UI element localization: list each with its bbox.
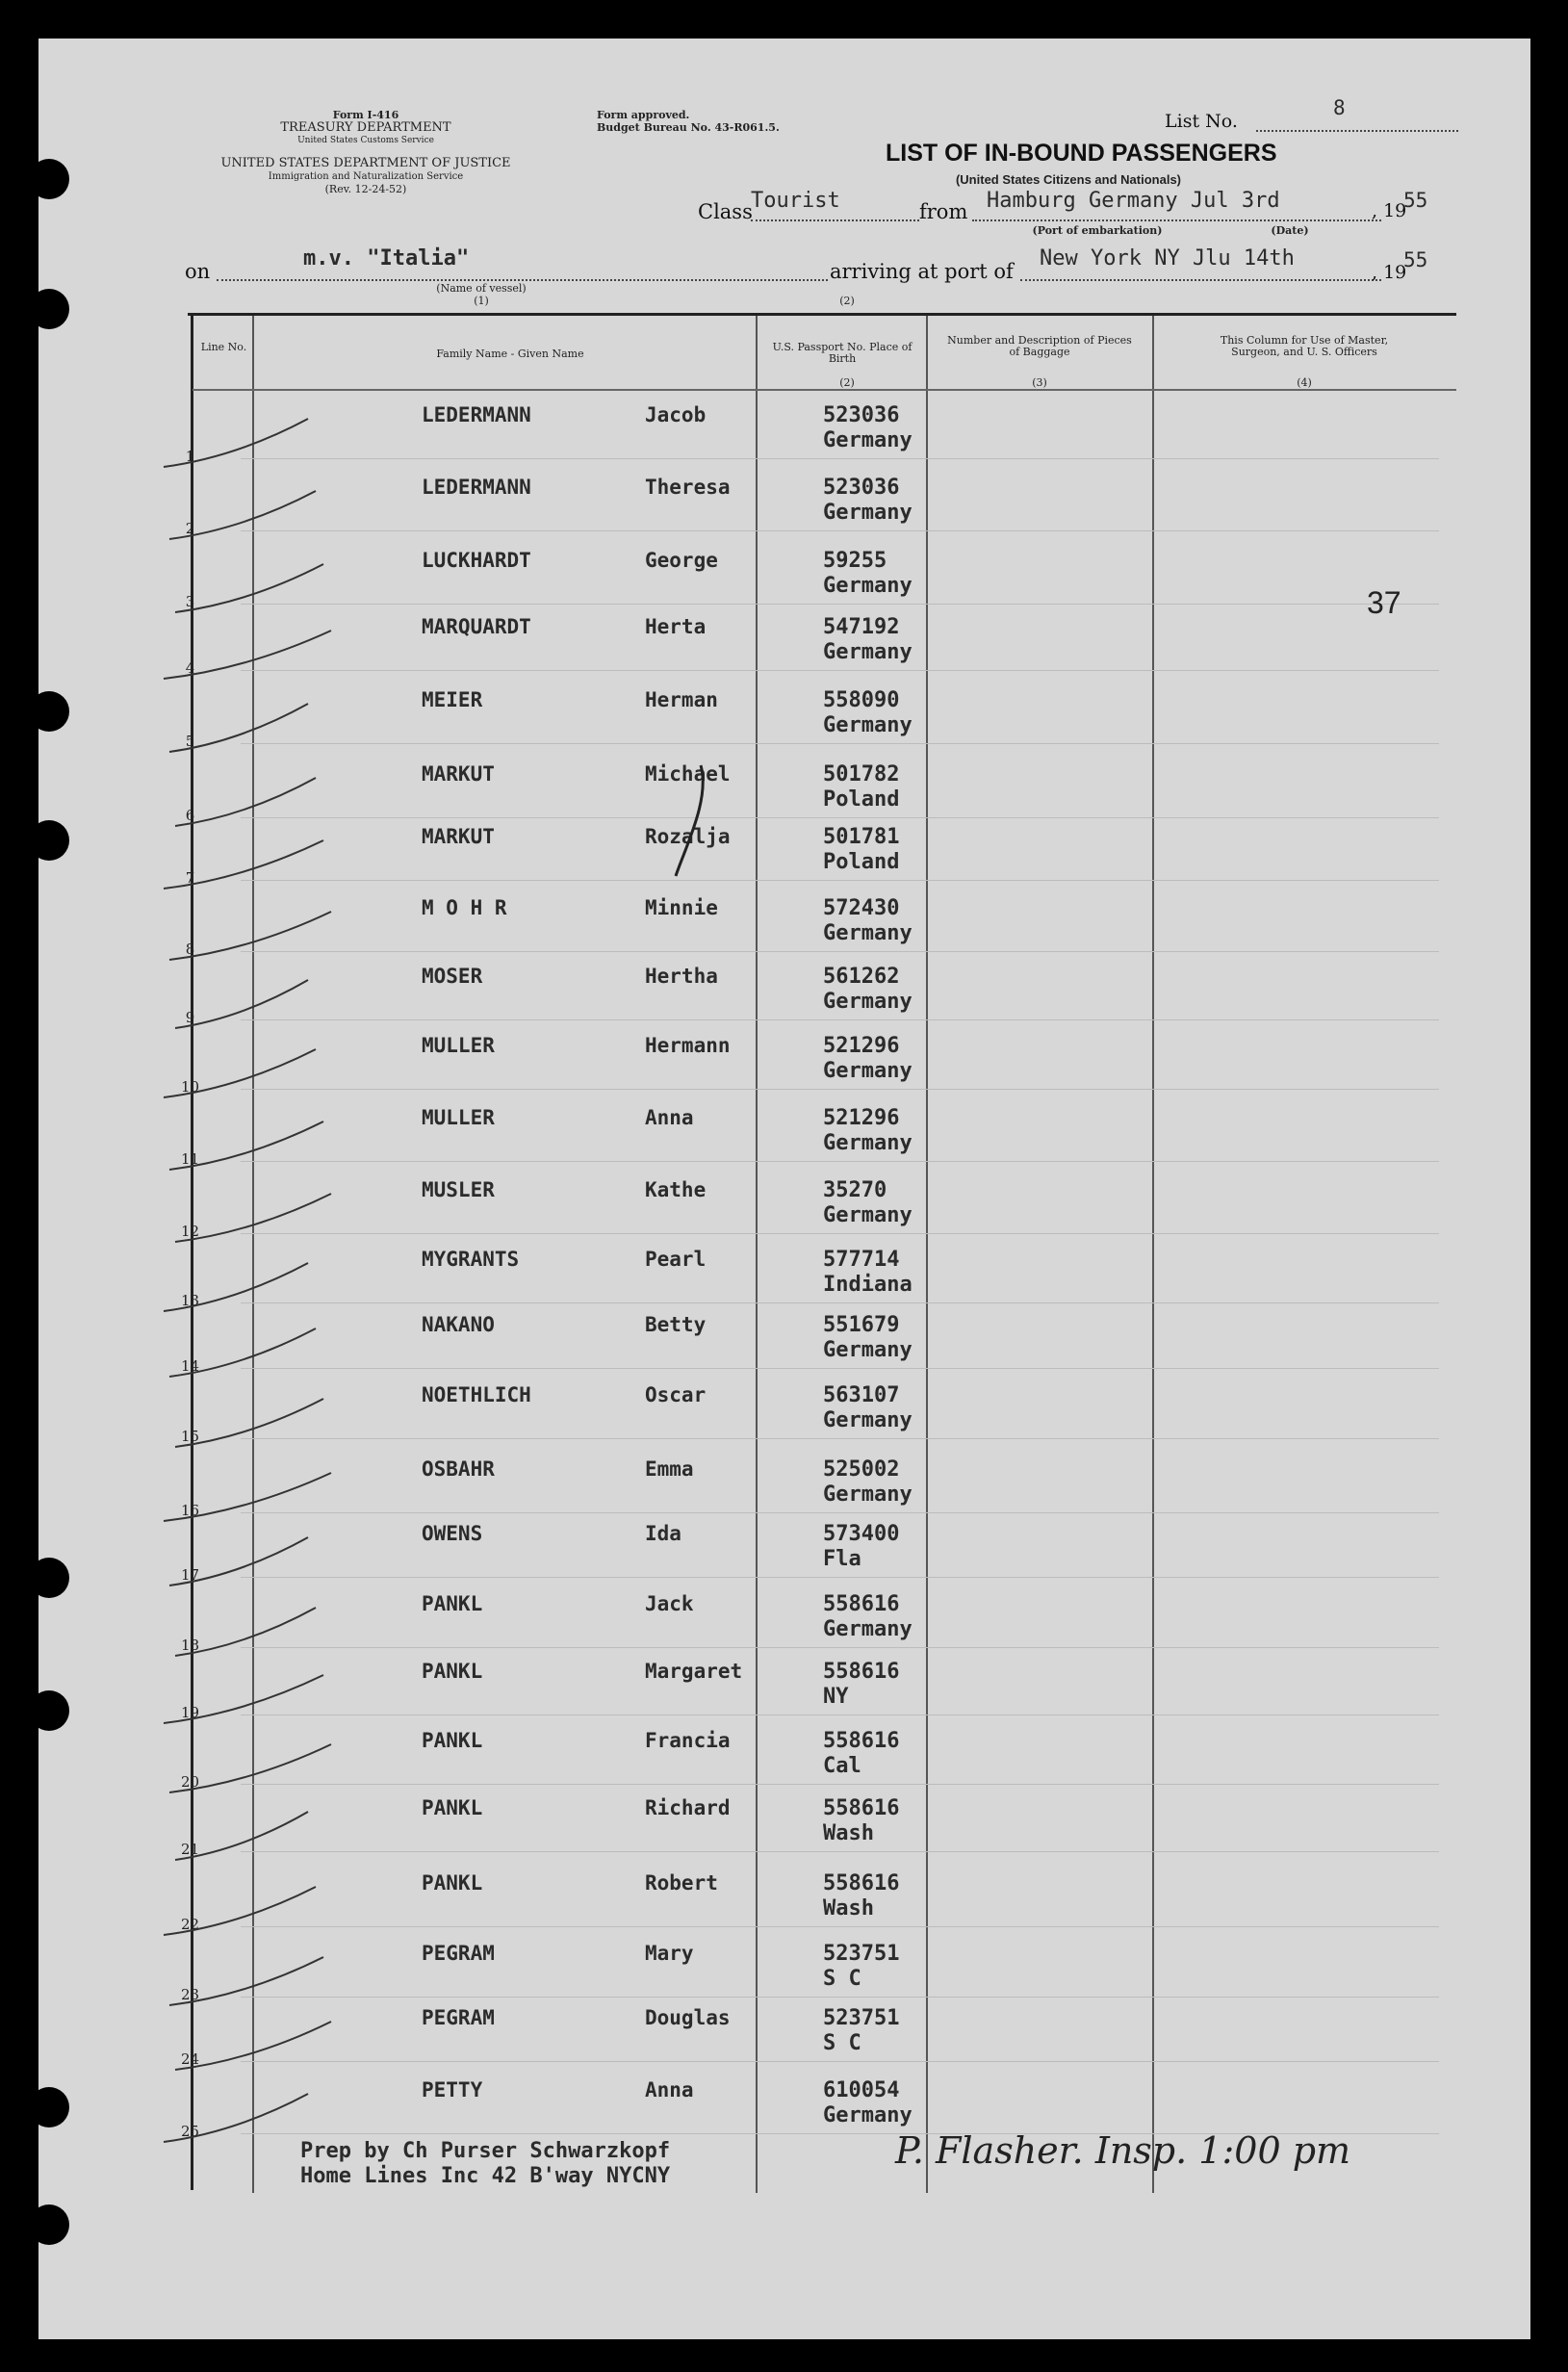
- given-name: Jacob: [645, 403, 707, 426]
- given-name: Pearl: [645, 1248, 707, 1271]
- given-name: Robert: [645, 1871, 718, 1895]
- passport-number: 523036: [823, 476, 900, 500]
- given-name: Emma: [645, 1457, 694, 1481]
- row-divider: [241, 2061, 1439, 2062]
- arriving-label: arriving at port of: [830, 260, 1014, 283]
- passport-number: 521296: [823, 1034, 900, 1058]
- table-row: [154, 675, 1439, 750]
- place-of-birth: Germany: [823, 574, 913, 598]
- family-name: M O H R: [422, 896, 507, 919]
- family-name: MYGRANTS: [422, 1248, 520, 1271]
- given-name: Richard: [645, 1796, 731, 1819]
- table-row: [154, 1234, 1439, 1309]
- line-number: 24: [180, 2050, 200, 2068]
- place-of-birth: Germany: [823, 501, 913, 525]
- family-name: MULLER: [422, 1034, 495, 1057]
- line-number: 5: [185, 733, 195, 750]
- place-of-birth: Wash: [823, 1821, 874, 1845]
- given-name: Oscar: [645, 1383, 707, 1406]
- family-name: OSBAHR: [422, 1457, 495, 1481]
- passport-number: 558616: [823, 1592, 900, 1616]
- given-name: Jack: [645, 1592, 694, 1615]
- family-name: MEIER: [422, 688, 483, 711]
- arrival-year: 55: [1403, 248, 1428, 271]
- punch-hole: [29, 820, 69, 861]
- revision: (Rev. 12-24-52): [324, 183, 407, 195]
- place-of-birth: NY: [823, 1685, 849, 1709]
- place-of-birth: Germany: [823, 640, 913, 664]
- given-name: Francia: [645, 1729, 731, 1752]
- family-name: LUCKHARDT: [422, 549, 531, 572]
- table-row: [154, 1579, 1439, 1654]
- family-name: MARQUARDT: [422, 615, 531, 638]
- given-name: Mary: [645, 1942, 694, 1965]
- given-name: Michael: [645, 762, 731, 786]
- place-of-birth: Poland: [823, 787, 900, 812]
- line-number: 8: [185, 941, 195, 958]
- family-name: OWENS: [422, 1522, 483, 1545]
- passport-number: 577714: [823, 1248, 900, 1272]
- line-number: 12: [180, 1223, 200, 1240]
- line-number: 3: [185, 593, 195, 610]
- table-row: [154, 1715, 1439, 1791]
- punch-hole: [29, 2204, 69, 2245]
- table-row: [154, 602, 1439, 677]
- passport-number: 558616: [823, 1660, 900, 1684]
- header-col2: (2): [839, 376, 855, 389]
- passport-number: 547192: [823, 615, 900, 639]
- class-value: Tourist: [751, 189, 840, 213]
- row-divider: [241, 880, 1439, 881]
- place-of-birth: Indiana: [823, 1273, 913, 1297]
- place-of-birth: S C: [823, 1967, 861, 1991]
- table-row: [154, 1165, 1439, 1240]
- given-name: Anna: [645, 2078, 694, 2101]
- given-name: George: [645, 549, 718, 572]
- from-year: 55: [1403, 189, 1428, 212]
- place-of-birth: Cal: [823, 1754, 861, 1778]
- place-of-birth: Germany: [823, 428, 913, 452]
- header-baggage: Number and Description of Pieces of Baggage: [947, 334, 1132, 358]
- family-name: MARKUT: [422, 762, 495, 786]
- line-number: 18: [180, 1637, 200, 1654]
- family-name: PEGRAM: [422, 1942, 495, 1965]
- line-number: 15: [180, 1428, 200, 1445]
- passport-number: 523751: [823, 2006, 900, 2030]
- line-number: 21: [180, 1841, 200, 1858]
- line-number: 2: [185, 520, 195, 537]
- place-of-birth: Germany: [823, 1482, 913, 1507]
- line-number: 11: [180, 1150, 200, 1168]
- customs-service: United States Customs Service: [297, 136, 434, 145]
- list-no-value: 8: [1333, 96, 1346, 119]
- table-row: [154, 1928, 1439, 2003]
- table-row: [154, 812, 1439, 887]
- place-of-birth: Germany: [823, 1059, 913, 1083]
- line-number: 23: [180, 1986, 200, 2003]
- from-line: [972, 219, 1381, 221]
- family-name: NOETHLICH: [422, 1383, 531, 1406]
- passport-number: 35270: [823, 1178, 887, 1202]
- header-name: Family Name - Given Name: [436, 348, 584, 360]
- treasury-dept: TREASURY DEPARTMENT: [280, 120, 451, 135]
- table-row: [154, 535, 1439, 610]
- family-name: PANKL: [422, 1592, 483, 1615]
- given-name: Herta: [645, 615, 707, 638]
- port-embark-caption: (Port of embarkation): [1032, 224, 1163, 237]
- line-number: 20: [180, 1773, 200, 1791]
- passport-number: 501782: [823, 762, 900, 786]
- prep-by: Prep by Ch Purser Schwarzkopf: [300, 2139, 671, 2163]
- given-name: Herman: [645, 688, 718, 711]
- line-number: 10: [180, 1078, 200, 1096]
- row-divider: [241, 743, 1439, 744]
- line-number: 6: [185, 807, 195, 824]
- given-name: Theresa: [645, 476, 731, 499]
- line-number: 25: [180, 2123, 200, 2140]
- table-row: [154, 1370, 1439, 1445]
- table-row: [154, 2065, 1439, 2140]
- given-name: Betty: [645, 1313, 707, 1336]
- punch-hole: [29, 2087, 69, 2127]
- col2-caption: (2): [839, 295, 855, 307]
- passport-number: 561262: [823, 965, 900, 989]
- table-row: [154, 883, 1439, 958]
- row-divider: [241, 530, 1439, 531]
- row-divider: [241, 458, 1439, 459]
- class-line: [751, 219, 919, 221]
- passport-number: 551679: [823, 1313, 900, 1337]
- family-name: MARKUT: [422, 825, 495, 848]
- header-line-no: Line No.: [200, 341, 247, 353]
- family-name: LEDERMANN: [422, 476, 531, 499]
- family-name: PANKL: [422, 1660, 483, 1683]
- header-officers: This Column for Use of Master, Surgeon, and U. S. Officers: [1220, 334, 1389, 358]
- family-name: PANKL: [422, 1871, 483, 1895]
- passport-number: 558616: [823, 1729, 900, 1753]
- officer-note: 37: [1367, 585, 1401, 620]
- header-col3: (3): [1032, 376, 1047, 389]
- passport-number: 572430: [823, 896, 900, 920]
- line-number: 4: [185, 659, 195, 677]
- arrival-year-prefix: , 19: [1372, 262, 1407, 283]
- line-number: 9: [185, 1009, 195, 1026]
- place-of-birth: Germany: [823, 713, 913, 737]
- immigration-service: Immigration and Naturalization Service: [268, 171, 464, 182]
- vessel-value: m.v. "Italia": [303, 246, 470, 271]
- table-row: [154, 1858, 1439, 1933]
- form-number: Form I-416: [332, 109, 399, 121]
- place-of-birth: Germany: [823, 921, 913, 945]
- given-name: Margaret: [645, 1660, 743, 1683]
- line-number: 16: [180, 1502, 200, 1519]
- given-name: Douglas: [645, 2006, 731, 2029]
- passport-number: 59255: [823, 549, 887, 573]
- line-number: 1: [185, 448, 195, 465]
- table-row: [154, 390, 1439, 465]
- place-of-birth: Germany: [823, 1338, 913, 1362]
- row-divider: [241, 1368, 1439, 1369]
- table-row: [154, 1444, 1439, 1519]
- line-number: 14: [180, 1357, 200, 1375]
- row-divider: [241, 1438, 1439, 1439]
- page-subtitle: (United States Citizens and Nationals): [955, 172, 1182, 187]
- page-title: LIST OF IN-BOUND PASSENGERS: [886, 140, 1277, 167]
- passport-number: 521296: [823, 1106, 900, 1130]
- family-name: MUSLER: [422, 1178, 495, 1201]
- arrival-line: [1020, 279, 1381, 281]
- header-col4: (4): [1297, 376, 1312, 389]
- place-of-birth: Poland: [823, 850, 900, 874]
- given-name: Kathe: [645, 1178, 707, 1201]
- row-divider: [241, 1926, 1439, 1927]
- row-divider: [241, 1161, 1439, 1162]
- list-no-line: [1256, 130, 1458, 132]
- passport-number: 563107: [823, 1383, 900, 1407]
- given-name: Anna: [645, 1106, 694, 1129]
- passport-number: 558616: [823, 1796, 900, 1820]
- family-name: PETTY: [422, 2078, 483, 2101]
- family-name: PEGRAM: [422, 2006, 495, 2029]
- table-row: [154, 749, 1439, 824]
- place-of-birth: S C: [823, 2031, 861, 2055]
- line-number: 22: [180, 1916, 200, 1933]
- line-number: 7: [185, 869, 195, 887]
- justice-dept: UNITED STATES DEPARTMENT OF JUSTICE: [220, 156, 511, 170]
- passport-number: 501781: [823, 825, 900, 849]
- place-of-birth: Germany: [823, 1203, 913, 1227]
- place-of-birth: Germany: [823, 1617, 913, 1641]
- table-row: [154, 1020, 1439, 1096]
- list-no-label: List No.: [1165, 111, 1238, 132]
- punch-hole: [29, 1558, 69, 1598]
- passport-number: 610054: [823, 2078, 900, 2102]
- table-row: [154, 1300, 1439, 1375]
- table-row: [154, 1783, 1439, 1858]
- table-row: [154, 1646, 1439, 1721]
- punch-hole: [29, 159, 69, 199]
- form-approved: Form approved.: [597, 109, 690, 121]
- given-name: Ida: [645, 1522, 681, 1545]
- family-name: LEDERMANN: [422, 403, 531, 426]
- place-of-birth: Germany: [823, 1131, 913, 1155]
- passport-number: 523751: [823, 1942, 900, 1966]
- given-name: Rozalja: [645, 825, 731, 848]
- given-name: Hermann: [645, 1034, 731, 1057]
- punch-hole: [29, 289, 69, 329]
- given-name: Minnie: [645, 896, 718, 919]
- passport-number: 525002: [823, 1457, 900, 1482]
- company: Home Lines Inc 42 B'way NYCNY: [300, 2164, 671, 2188]
- table-row: [154, 462, 1439, 537]
- row-divider: [241, 1089, 1439, 1090]
- from-year-prefix: , 19: [1372, 200, 1407, 221]
- from-label: from: [919, 200, 968, 223]
- line-number: 17: [180, 1566, 200, 1584]
- budget-bureau: Budget Bureau No. 43-R061.5.: [597, 121, 780, 134]
- passport-number: 523036: [823, 403, 900, 427]
- header-passport: U.S. Passport No. Place of Birth: [772, 341, 913, 365]
- date-caption: (Date): [1271, 224, 1309, 237]
- place-of-birth: Wash: [823, 1896, 874, 1921]
- family-name: MULLER: [422, 1106, 495, 1129]
- row-divider: [241, 1577, 1439, 1578]
- from-value: Hamburg Germany Jul 3rd: [987, 189, 1280, 213]
- family-name: PANKL: [422, 1796, 483, 1819]
- place-of-birth: Fla: [823, 1547, 861, 1571]
- place-of-birth: Germany: [823, 990, 913, 1014]
- row-divider: [241, 670, 1439, 671]
- passport-number: 558090: [823, 688, 900, 712]
- on-label: on: [185, 260, 211, 283]
- family-name: NAKANO: [422, 1313, 495, 1336]
- line-number: 13: [180, 1292, 200, 1309]
- arrival-value: New York NY Jlu 14th: [1040, 246, 1295, 271]
- family-name: PANKL: [422, 1729, 483, 1752]
- vessel-caption: (Name of vessel): [436, 282, 527, 295]
- place-of-birth: Germany: [823, 2103, 913, 2127]
- vessel-line: [217, 279, 828, 281]
- family-name: MOSER: [422, 965, 483, 988]
- col1-caption: (1): [474, 295, 489, 307]
- place-of-birth: Germany: [823, 1408, 913, 1432]
- line-number: 19: [180, 1704, 200, 1721]
- inspector-signature: P. Flasher. Insp. 1:00 pm: [895, 2129, 1351, 2172]
- table-row: [154, 1093, 1439, 1168]
- punch-hole: [29, 691, 69, 732]
- passport-number: 573400: [823, 1522, 900, 1546]
- table-row: [154, 1508, 1439, 1584]
- punch-hole: [29, 1690, 69, 1731]
- table-row: [154, 1993, 1439, 2068]
- row-divider: [241, 1851, 1439, 1852]
- table-row: [154, 951, 1439, 1026]
- table-top-rule: [188, 313, 1456, 316]
- class-label: Class: [698, 200, 753, 223]
- passport-number: 558616: [823, 1871, 900, 1895]
- given-name: Hertha: [645, 965, 718, 988]
